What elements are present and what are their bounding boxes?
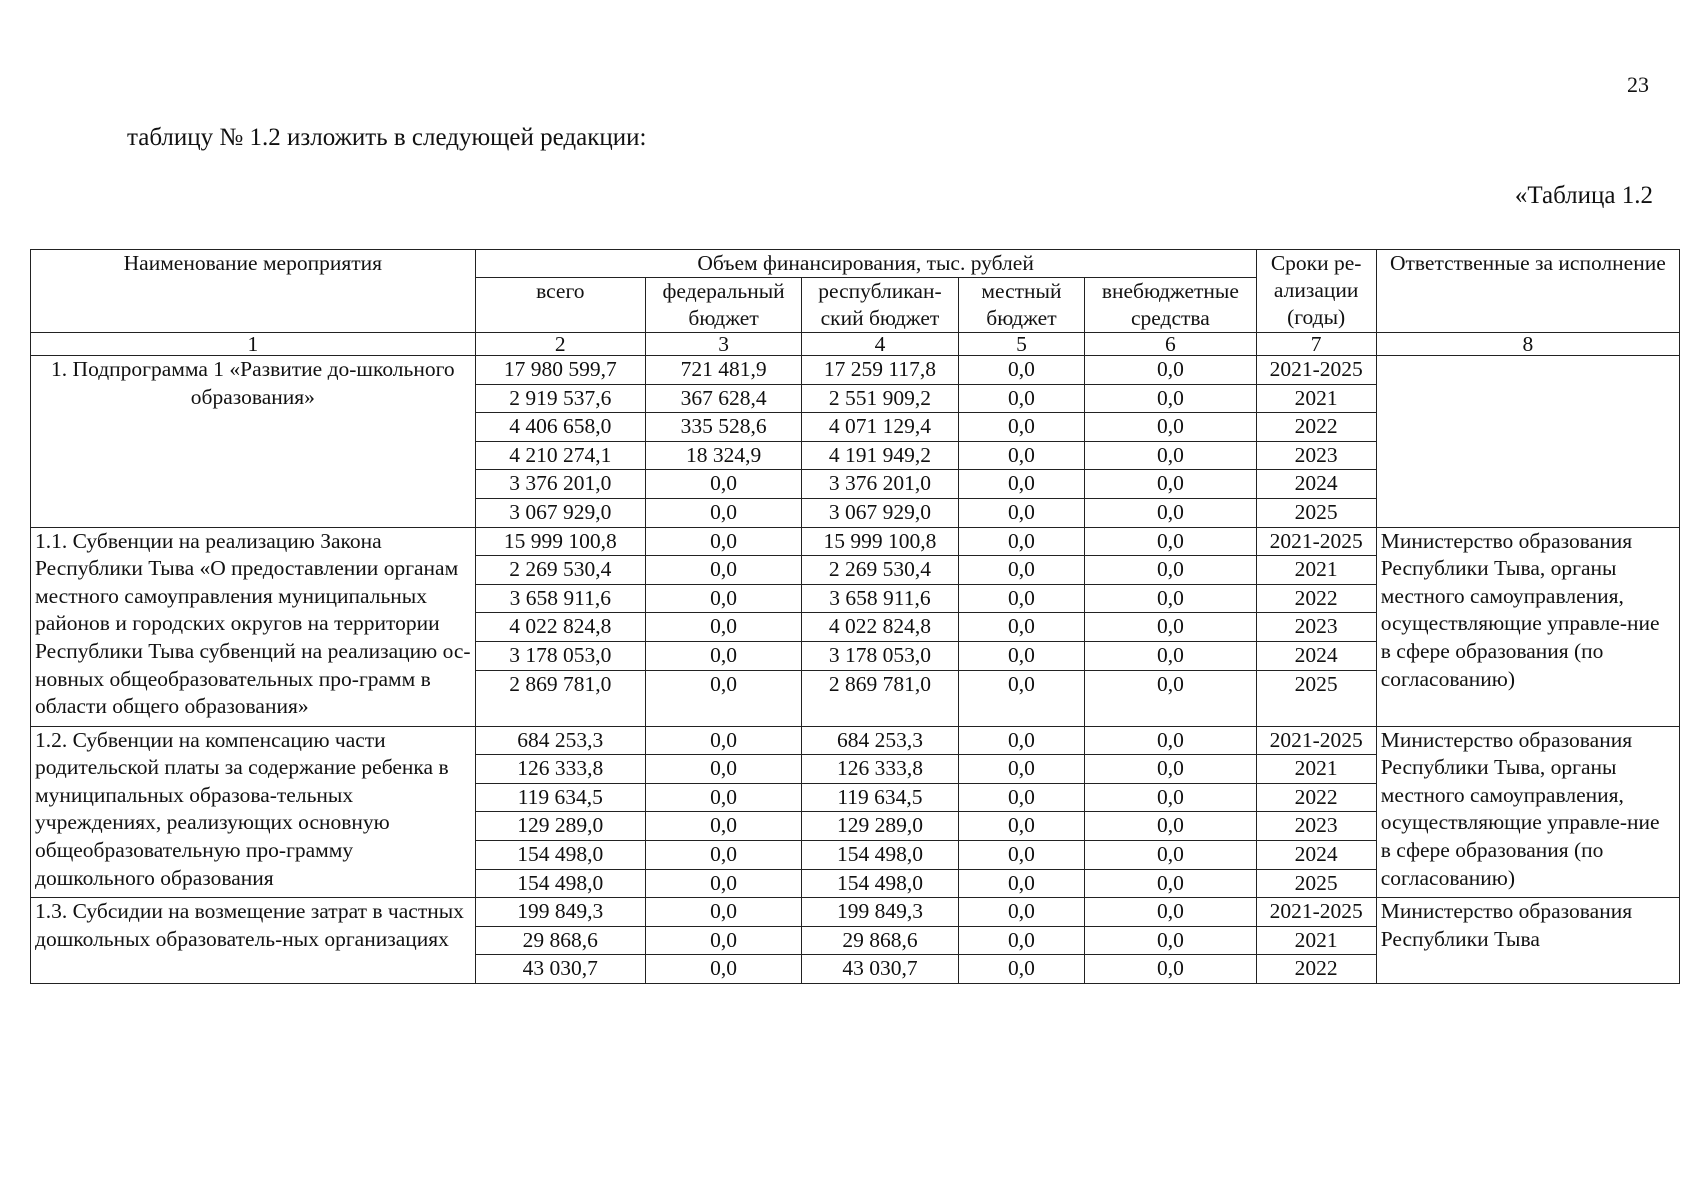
extra-value: 0,0 (1085, 356, 1256, 385)
column-number: 3 (645, 333, 801, 356)
local-value: 0,0 (958, 840, 1085, 869)
local-value: 0,0 (958, 384, 1085, 413)
extra-value: 0,0 (1085, 441, 1256, 470)
total-value: 3 376 201,0 (475, 470, 645, 499)
extra-value: 0,0 (1085, 955, 1256, 984)
term-value: 2021 (1256, 926, 1376, 955)
table-caption: «Таблица 1.2 (1514, 182, 1653, 209)
extra-value: 0,0 (1085, 470, 1256, 499)
local-value: 0,0 (958, 898, 1085, 927)
republic-value: 29 868,6 (802, 926, 958, 955)
total-value: 129 289,0 (475, 812, 645, 841)
term-value: 2021 (1256, 556, 1376, 585)
local-value: 0,0 (958, 755, 1085, 784)
local-value: 0,0 (958, 869, 1085, 898)
column-number: 8 (1376, 333, 1679, 356)
activity-name: 1.2. Субвенции на компенсацию части родительской платы за содержание ребенка в муниципальных образова-тельных учреждениях, реализующих основную общеобразовательную про-грамму дошкольного образования (31, 726, 476, 898)
term-value: 2022 (1256, 584, 1376, 613)
activity-name: 1. Подпрограмма 1 «Развитие до-школьного образования» (31, 356, 476, 528)
republic-value: 4 191 949,2 (802, 441, 958, 470)
local-value: 0,0 (958, 812, 1085, 841)
total-value: 2 869 781,0 (475, 670, 645, 726)
term-value: 2021 (1256, 384, 1376, 413)
republic-value: 3 067 929,0 (802, 498, 958, 527)
extra-value: 0,0 (1085, 584, 1256, 613)
term-value: 2021-2025 (1256, 527, 1376, 556)
local-value: 0,0 (958, 641, 1085, 670)
header-terms: Сроки ре-ализации (годы) (1256, 250, 1376, 333)
total-value: 154 498,0 (475, 840, 645, 869)
federal-value: 0,0 (645, 584, 801, 613)
federal-value: 0,0 (645, 527, 801, 556)
federal-value: 0,0 (645, 783, 801, 812)
responsible: Министерство образования Республики Тыва, органы местного самоуправления, осуществляющие управле-ние в сфере образования (по согласованию) (1376, 527, 1679, 726)
responsible: Министерство образования Республики Тыва (1376, 898, 1679, 984)
federal-value: 0,0 (645, 869, 801, 898)
republic-value: 119 634,5 (802, 783, 958, 812)
extra-value: 0,0 (1085, 527, 1256, 556)
federal-value: 721 481,9 (645, 356, 801, 385)
federal-value: 0,0 (645, 670, 801, 726)
header-republic: республикан-ский бюджет (802, 278, 958, 333)
term-value: 2022 (1256, 783, 1376, 812)
activity-name: 1.3. Субсидии на возмещение затрат в частных дошкольных образователь-ных организациях (31, 898, 476, 984)
republic-value: 2 551 909,2 (802, 384, 958, 413)
republic-value: 43 030,7 (802, 955, 958, 984)
total-value: 17 980 599,7 (475, 356, 645, 385)
term-value: 2025 (1256, 498, 1376, 527)
responsible: Министерство образования Республики Тыва, органы местного самоуправления, осуществляющие управле-ние в сфере образования (по согласованию) (1376, 726, 1679, 898)
republic-value: 4 071 129,4 (802, 413, 958, 442)
republic-value: 3 178 053,0 (802, 641, 958, 670)
republic-value: 154 498,0 (802, 840, 958, 869)
republic-value: 154 498,0 (802, 869, 958, 898)
column-number: 6 (1085, 333, 1256, 356)
total-value: 119 634,5 (475, 783, 645, 812)
total-value: 4 406 658,0 (475, 413, 645, 442)
header-responsible: Ответственные за исполнение (1376, 250, 1679, 333)
term-value: 2024 (1256, 641, 1376, 670)
extra-value: 0,0 (1085, 413, 1256, 442)
federal-value: 18 324,9 (645, 441, 801, 470)
local-value: 0,0 (958, 413, 1085, 442)
column-number: 7 (1256, 333, 1376, 356)
term-value: 2025 (1256, 670, 1376, 726)
extra-value: 0,0 (1085, 898, 1256, 927)
responsible (1376, 356, 1679, 528)
table-row (31, 527, 1680, 556)
federal-value: 0,0 (645, 812, 801, 841)
local-value: 0,0 (958, 670, 1085, 726)
total-value: 3 178 053,0 (475, 641, 645, 670)
local-value: 0,0 (958, 613, 1085, 642)
local-value: 0,0 (958, 470, 1085, 499)
republic-value: 126 333,8 (802, 755, 958, 784)
local-value: 0,0 (958, 498, 1085, 527)
table-row (31, 898, 1680, 927)
header-name: Наименование мероприятия (31, 250, 476, 333)
extra-value: 0,0 (1085, 670, 1256, 726)
republic-value: 199 849,3 (802, 898, 958, 927)
term-value: 2024 (1256, 840, 1376, 869)
federal-value: 0,0 (645, 755, 801, 784)
total-value: 2 269 530,4 (475, 556, 645, 585)
extra-value: 0,0 (1085, 641, 1256, 670)
federal-value: 0,0 (645, 898, 801, 927)
local-value: 0,0 (958, 556, 1085, 585)
republic-value: 684 253,3 (802, 726, 958, 755)
local-value: 0,0 (958, 783, 1085, 812)
term-value: 2025 (1256, 869, 1376, 898)
extra-value: 0,0 (1085, 613, 1256, 642)
total-value: 4 210 274,1 (475, 441, 645, 470)
local-value: 0,0 (958, 356, 1085, 385)
local-value: 0,0 (958, 726, 1085, 755)
page-number: 23 (1627, 72, 1649, 97)
republic-value: 3 376 201,0 (802, 470, 958, 499)
total-value: 126 333,8 (475, 755, 645, 784)
table-row (31, 726, 1680, 755)
total-value: 684 253,3 (475, 726, 645, 755)
term-value: 2021 (1256, 755, 1376, 784)
activity-name: 1.1. Субвенции на реализацию Закона Республики Тыва «О предоставлении органам местного самоуправления муниципальных районов и городских округов на территории Республики Тыва субвенций на реализацию ос-новных общеобразовательных про-грамм в области общего образования» (31, 527, 476, 726)
term-value: 2021-2025 (1256, 356, 1376, 385)
total-value: 43 030,7 (475, 955, 645, 984)
header-federal: федеральный бюджет (645, 278, 801, 333)
column-number: 4 (802, 333, 958, 356)
table-row (31, 356, 1680, 385)
republic-value: 2 269 530,4 (802, 556, 958, 585)
federal-value: 0,0 (645, 926, 801, 955)
total-value: 2 919 537,6 (475, 384, 645, 413)
federal-value: 0,0 (645, 726, 801, 755)
term-value: 2023 (1256, 613, 1376, 642)
federal-value: 0,0 (645, 840, 801, 869)
republic-value: 17 259 117,8 (802, 356, 958, 385)
term-value: 2023 (1256, 441, 1376, 470)
header-extra: внебюджетные средства (1085, 278, 1256, 333)
federal-value: 367 628,4 (645, 384, 801, 413)
total-value: 15 999 100,8 (475, 527, 645, 556)
local-value: 0,0 (958, 527, 1085, 556)
header-local: местный бюджет (958, 278, 1085, 333)
extra-value: 0,0 (1085, 840, 1256, 869)
local-value: 0,0 (958, 955, 1085, 984)
local-value: 0,0 (958, 584, 1085, 613)
term-value: 2024 (1256, 470, 1376, 499)
extra-value: 0,0 (1085, 556, 1256, 585)
republic-value: 3 658 911,6 (802, 584, 958, 613)
column-number: 2 (475, 333, 645, 356)
republic-value: 2 869 781,0 (802, 670, 958, 726)
extra-value: 0,0 (1085, 498, 1256, 527)
term-value: 2023 (1256, 812, 1376, 841)
federal-value: 0,0 (645, 498, 801, 527)
total-value: 199 849,3 (475, 898, 645, 927)
local-value: 0,0 (958, 441, 1085, 470)
federal-value: 0,0 (645, 641, 801, 670)
federal-value: 335 528,6 (645, 413, 801, 442)
total-value: 154 498,0 (475, 869, 645, 898)
term-value: 2022 (1256, 955, 1376, 984)
federal-value: 0,0 (645, 470, 801, 499)
federal-value: 0,0 (645, 556, 801, 585)
federal-value: 0,0 (645, 955, 801, 984)
republic-value: 129 289,0 (802, 812, 958, 841)
intro-text: таблицу № 1.2 изложить в следующей редакции: (127, 124, 647, 151)
federal-value: 0,0 (645, 613, 801, 642)
total-value: 3 658 911,6 (475, 584, 645, 613)
total-value: 3 067 929,0 (475, 498, 645, 527)
republic-value: 4 022 824,8 (802, 613, 958, 642)
local-value: 0,0 (958, 926, 1085, 955)
financing-table (30, 249, 1680, 984)
term-value: 2021-2025 (1256, 726, 1376, 755)
extra-value: 0,0 (1085, 869, 1256, 898)
extra-value: 0,0 (1085, 755, 1256, 784)
republic-value: 15 999 100,8 (802, 527, 958, 556)
total-value: 29 868,6 (475, 926, 645, 955)
total-value: 4 022 824,8 (475, 613, 645, 642)
column-number: 5 (958, 333, 1085, 356)
header-total: всего (475, 278, 645, 333)
term-value: 2022 (1256, 413, 1376, 442)
extra-value: 0,0 (1085, 926, 1256, 955)
header-volume: Объем финансирования, тыс. рублей (475, 250, 1256, 278)
extra-value: 0,0 (1085, 726, 1256, 755)
extra-value: 0,0 (1085, 384, 1256, 413)
extra-value: 0,0 (1085, 783, 1256, 812)
extra-value: 0,0 (1085, 812, 1256, 841)
term-value: 2021-2025 (1256, 898, 1376, 927)
column-number: 1 (31, 333, 476, 356)
